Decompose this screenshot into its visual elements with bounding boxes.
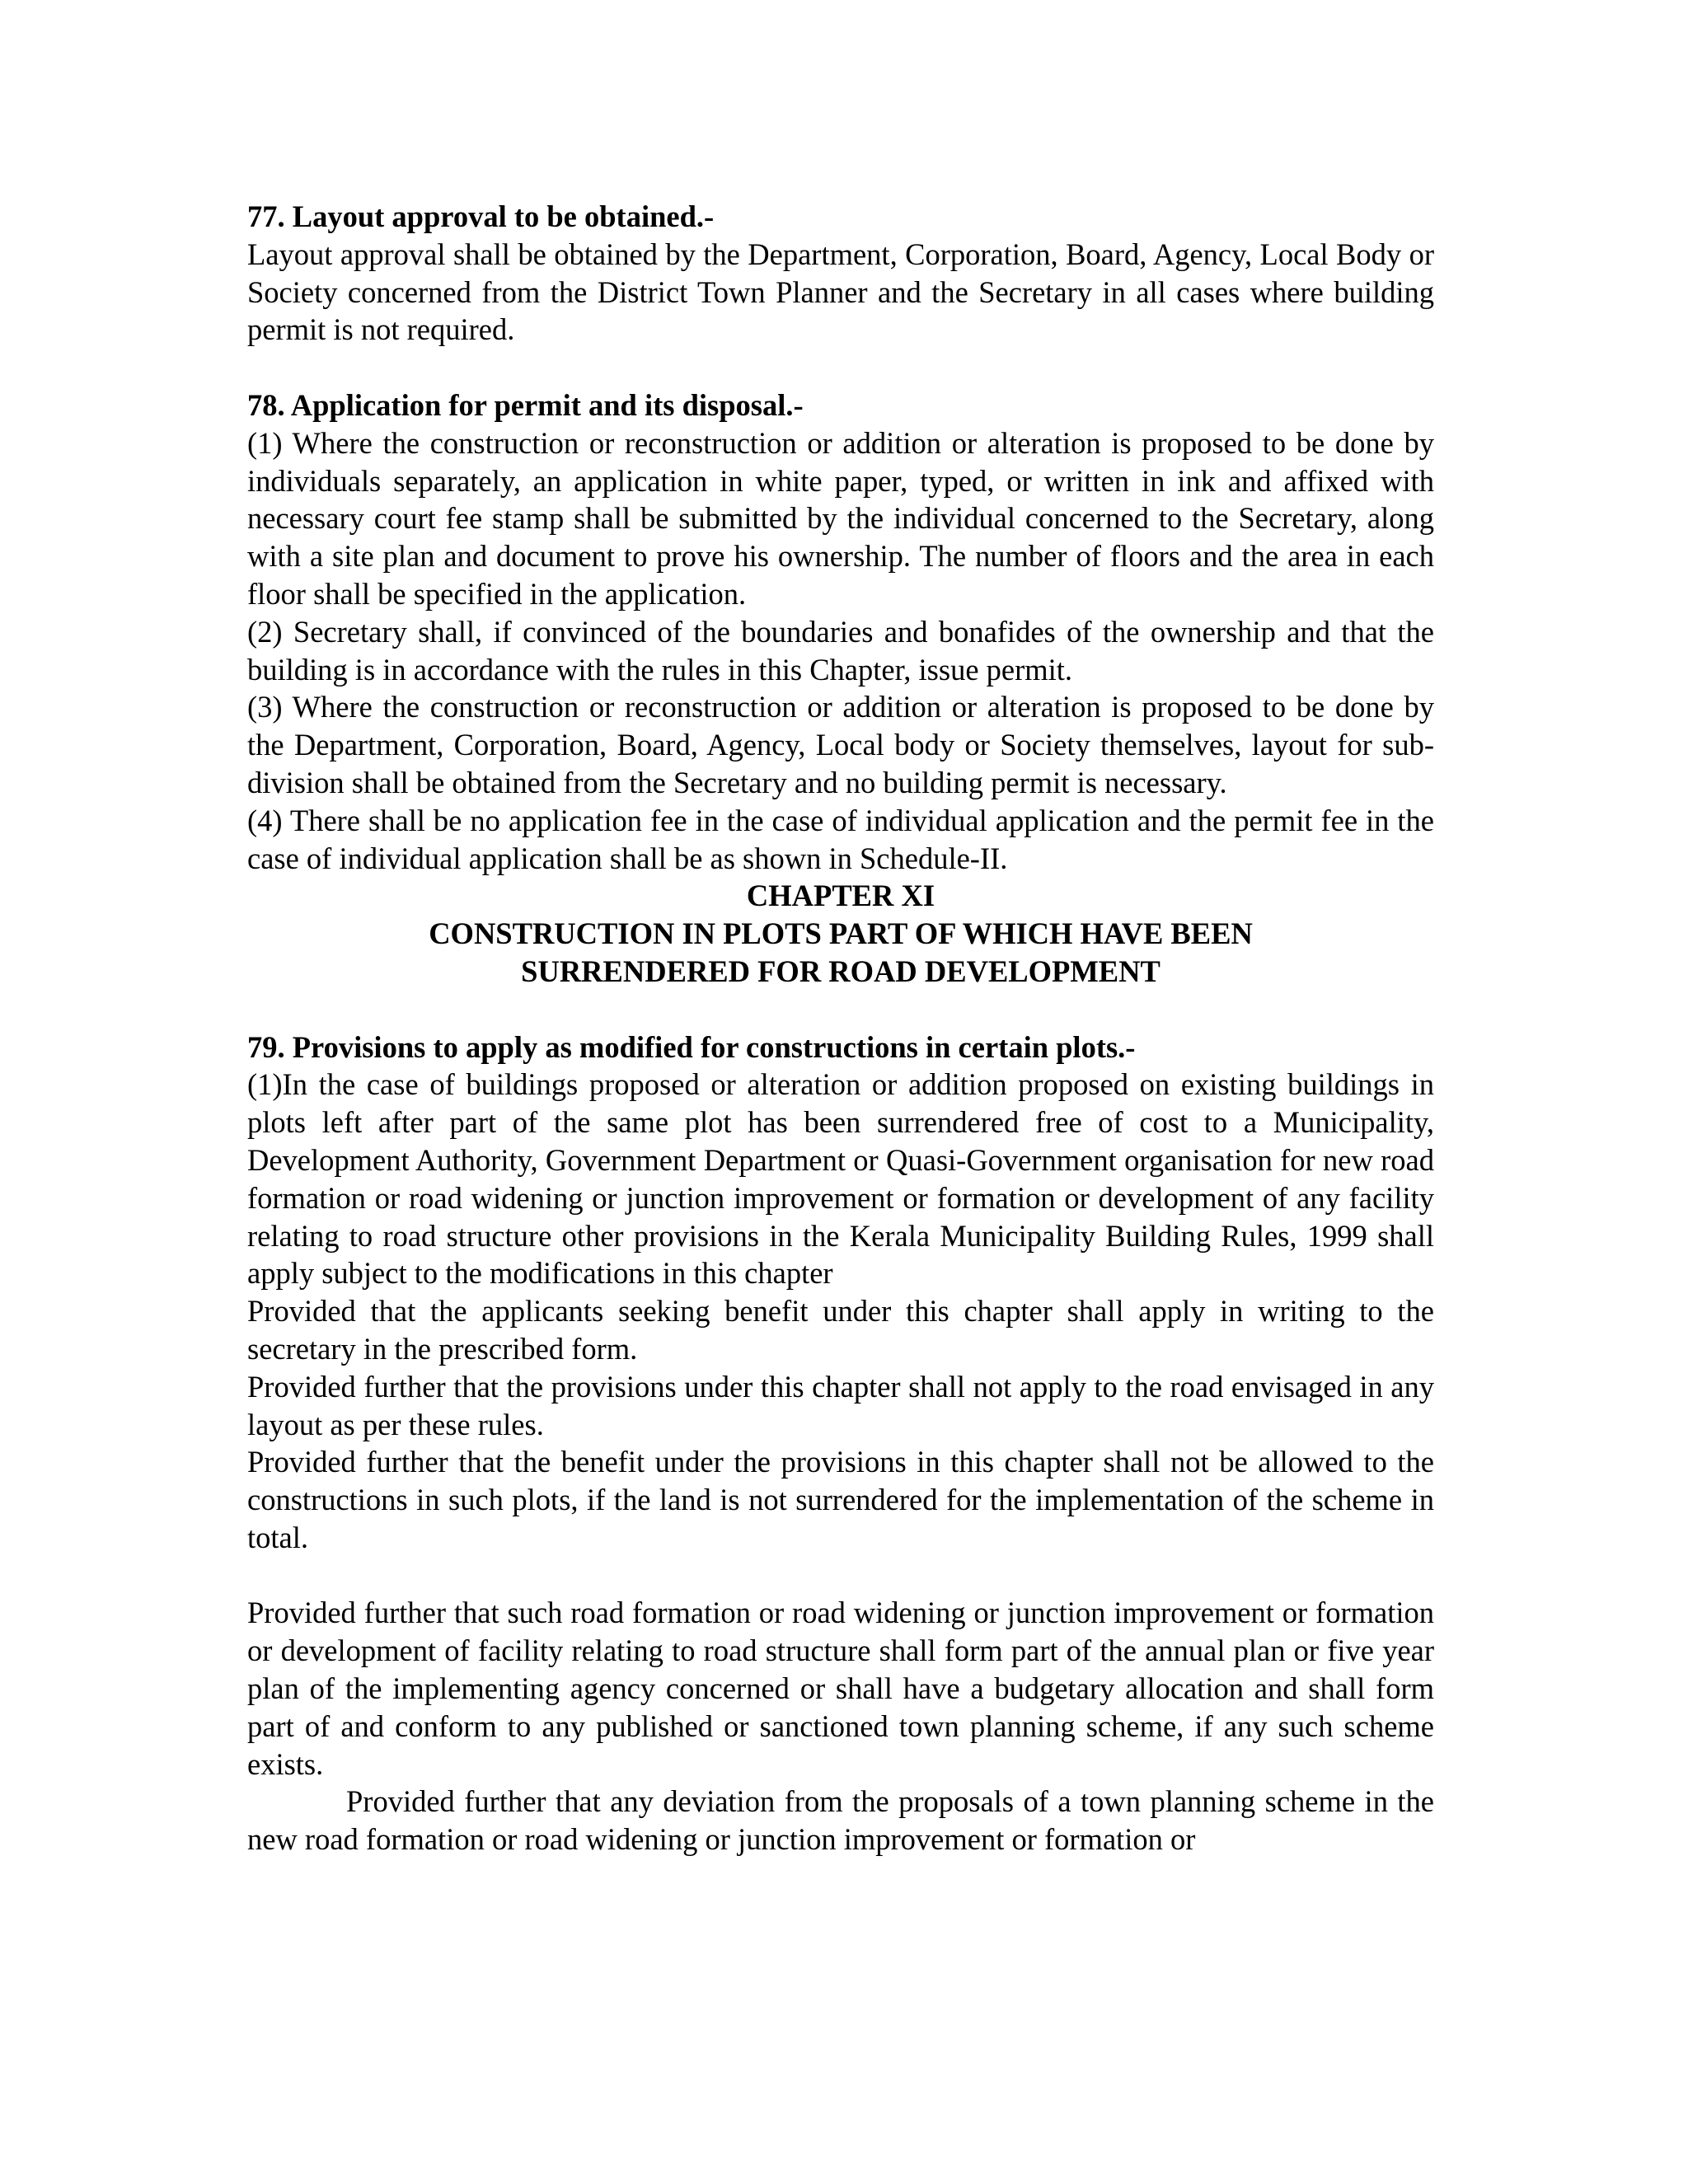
spacer bbox=[247, 991, 1434, 1029]
section-79-proviso-3: Provided further that the benefit under the provisions in this chapter shall not be allowed to the constructions in such plots, if the land is not surrendered for the implementation of the scheme in total. bbox=[247, 1445, 1434, 1554]
spacer bbox=[247, 349, 1434, 387]
section-79-proviso-5: Provided further that any deviation from the proposals of a town planning scheme in the new road formation or road widening or junction improvement or formation or bbox=[247, 1784, 1434, 1857]
section-78-clause-1: (1) Where the construction or reconstruction or addition or alteration is proposed to be done by individuals separately, an application in white paper, typed, or written in ink and affixed with necessary court fee stamp shall be submitted by the individual concerned to the Secretary, along with a site plan and document to prove his ownership. The number of floors and the area in each floor shall be specified in the application. bbox=[247, 425, 1434, 611]
section-77-heading: 77. Layout approval to be obtained.- bbox=[247, 199, 715, 233]
chapter-title-line-2: SURRENDERED FOR ROAD DEVELOPMENT bbox=[521, 954, 1160, 988]
section-78-clause-2: (2) Secretary shall, if convinced of the boundaries and bonafides of the ownership and that the building is in accordance with the rules in this Chapter, issue permit. bbox=[247, 614, 1434, 687]
section-78-clause-3: (3) Where the construction or reconstruction or addition or alteration is proposed to be done by the Department, Corporation, Board, Agency, Local body or Society themselves, layout for sub-division shall be obtained from the Secretary and no building permit is necessary. bbox=[247, 690, 1434, 799]
section-77-body: Layout approval shall be obtained by the Department, Corporation, Board, Agency, Local Body or Society concerned from the District Town Planner and the Secretary in all cases where building permit is not required. bbox=[247, 237, 1434, 347]
section-79-proviso-1: Provided that the applicants seeking benefit under this chapter shall apply in writing to the secretary in the prescribed form. bbox=[247, 1294, 1434, 1366]
section-78-clause-4: (4) There shall be no application fee in the case of individual application and the permit fee in the case of individual application shall be as shown in Schedule-II. bbox=[247, 803, 1434, 875]
document-page bbox=[247, 198, 1434, 1858]
section-78-heading: 78. Application for permit and its disposal.- bbox=[247, 387, 804, 422]
spacer bbox=[247, 1557, 1434, 1595]
chapter-title-line-1: CONSTRUCTION IN PLOTS PART OF WHICH HAVE BEEN bbox=[429, 916, 1253, 951]
section-79-proviso-2: Provided further that the provisions under this chapter shall not apply to the road envisaged in any layout as per these rules. bbox=[247, 1369, 1434, 1441]
chapter-number: CHAPTER XI bbox=[746, 879, 935, 913]
section-79-clause-1: (1)In the case of buildings proposed or alteration or addition proposed on existing buildings in plots left after part of the same plot has been surrendered free of cost to a Municipality, Development Authority, Government Department or Quasi-Government organisation for new road formation or road widening or junction improvement or formation or development of any facility relating to road structure other provisions in the Kerala Municipality Building Rules, 1999 shall apply subject to the modifications in this chapter bbox=[247, 1067, 1434, 1291]
section-79-proviso-4: Provided further that such road formation or road widening or junction improvement or formation or development of facility relating to road structure shall form part of the annual plan or five year plan of the implementing agency concerned or shall have a budgetary allocation and shall form part of and conform to any published or sanctioned town planning scheme, if any such scheme exists. bbox=[247, 1596, 1434, 1781]
section-79-heading: 79. Provisions to apply as modified for constructions in certain plots.- bbox=[247, 1029, 1136, 1064]
